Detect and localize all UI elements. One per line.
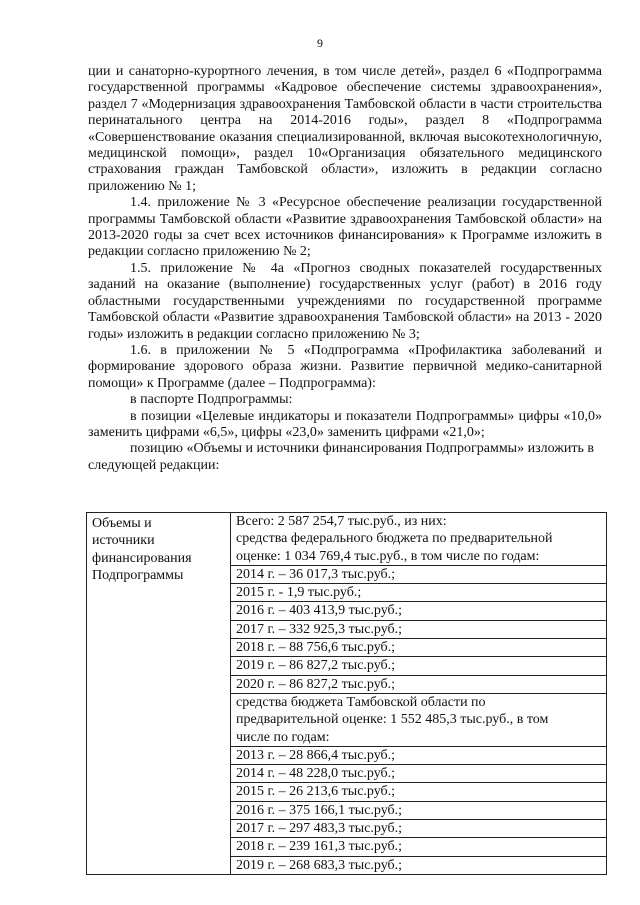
- page-number: 9: [317, 36, 323, 50]
- funding-line: 2015 г. – 26 213,6 тыс.руб.;: [231, 783, 606, 801]
- funding-line: 2016 г. – 403 413,9 тыс.руб.;: [231, 602, 606, 620]
- funding-line: 2017 г. – 297 483,3 тыс.руб.;: [231, 820, 606, 838]
- funding-line: 2018 г. – 239 161,3 тыс.руб.;: [231, 838, 606, 856]
- funding-line: 2015 г. - 1,9 тыс.руб.;: [231, 584, 606, 602]
- funding-line: 2014 г. – 48 228,0 тыс.руб.;: [231, 765, 606, 783]
- funding-value-cell: [231, 513, 607, 875]
- funding-line: средства бюджета Тамбовской области по: [236, 694, 486, 710]
- funding-line: 2019 г. – 268 683,3 тыс.руб.;: [236, 857, 403, 873]
- funding-line: числе по годам:: [231, 729, 606, 747]
- funding-label-cell: [87, 513, 231, 875]
- funding-label-line: Объемы и: [92, 516, 152, 531]
- paragraph-1-4: 1.4. приложение № 3 «Ресурсное обеспечение реализации государственной программы Тамбовской области «Развитие здравоохранения Тамбовской области» на 2013-2020 годы за счет всех источников финансирования» к Программе изложить в редакции согласно приложению № 2;: [88, 195, 602, 260]
- paragraph-funding-position: позицию «Объемы и источники финансирования Подпрограммы» изложить в следующей редакции:: [88, 441, 595, 473]
- funding-line: 2013 г. – 28 866,4 тыс.руб.;: [231, 747, 606, 765]
- funding-line: 2019 г. – 86 827,2 тыс.руб.;: [231, 657, 606, 675]
- funding-line: 2018 г. – 88 756,6 тыс.руб.;: [231, 639, 606, 657]
- funding-label-line: источники: [92, 533, 155, 549]
- funding-table: [86, 512, 607, 875]
- funding-line: предварительной оценке: 1 552 485,3 тыс.руб., в том: [236, 712, 549, 728]
- funding-line: 2014 г. – 36 017,3 тыс.руб.;: [231, 566, 606, 584]
- funding-line: 2017 г. – 332 925,3 тыс.руб.;: [231, 621, 606, 639]
- funding-line: 2016 г. – 375 166,1 тыс.руб.;: [231, 802, 606, 820]
- paragraph-1-5: 1.5. приложение № 4а «Прогноз сводных показателей государственных заданий на оказание (выполнение) государственных услуг (работ) в 2016 году областными государственными учреждениями по государственной программе Тамбовской области «Развитие здравоохранения Тамбовской области» на 2013 - 2020 годы» изложить в редакции согласно приложению № 3;: [88, 260, 602, 342]
- funding-table-row: [87, 513, 607, 875]
- paragraph-1-6: 1.6. в приложении № 5 «Подпрограмма «Профилактика заболеваний и формирование здорового образа жизни. Развитие первичной медико-санитарной помощи» к Программе (далее – Подпрограмма):: [88, 342, 602, 391]
- funding-line: средства федерального бюджета по предварительной: [236, 531, 553, 547]
- funding-label-line: финансирования: [92, 550, 192, 566]
- funding-label-line: Подпрограммы: [92, 567, 184, 583]
- paragraph-passport: в паспорте Подпрограммы:: [130, 392, 293, 408]
- funding-total-line: Всего: 2 587 254,7 тыс.руб., из них:: [236, 514, 447, 529]
- paragraph-sections: ции и санаторно-курортного лечения, в том числе детей», раздел 6 «Подпрограмма государственной программы «Кадровое обеспечение системы здравоохранения», раздел 7 «Модернизация здравоохранения Тамбовской области в части строительства перинатального центра на 2014-2016 годы», раздел 8 «Подпрограмма «Совершенствование оказания специализированной, включая высокотехнологичную, медицинской помощи», раздел 10«Организация обязательного медицинского страхования граждан Тамбовской области», изложить в редакции согласно приложению № 1;: [88, 64, 602, 194]
- funding-line: оценке: 1 034 769,4 тыс.руб., в том числе по годам:: [231, 548, 606, 566]
- funding-line: 2020 г. – 86 827,2 тыс.руб.;: [231, 676, 606, 694]
- paragraph-indicators: в позиции «Целевые индикаторы и показатели Подпрограммы» цифры «10,0» заменить цифрами «6,5», цифры «23,0» заменить цифрами «21,0»;: [88, 408, 602, 440]
- body-text: [88, 64, 602, 474]
